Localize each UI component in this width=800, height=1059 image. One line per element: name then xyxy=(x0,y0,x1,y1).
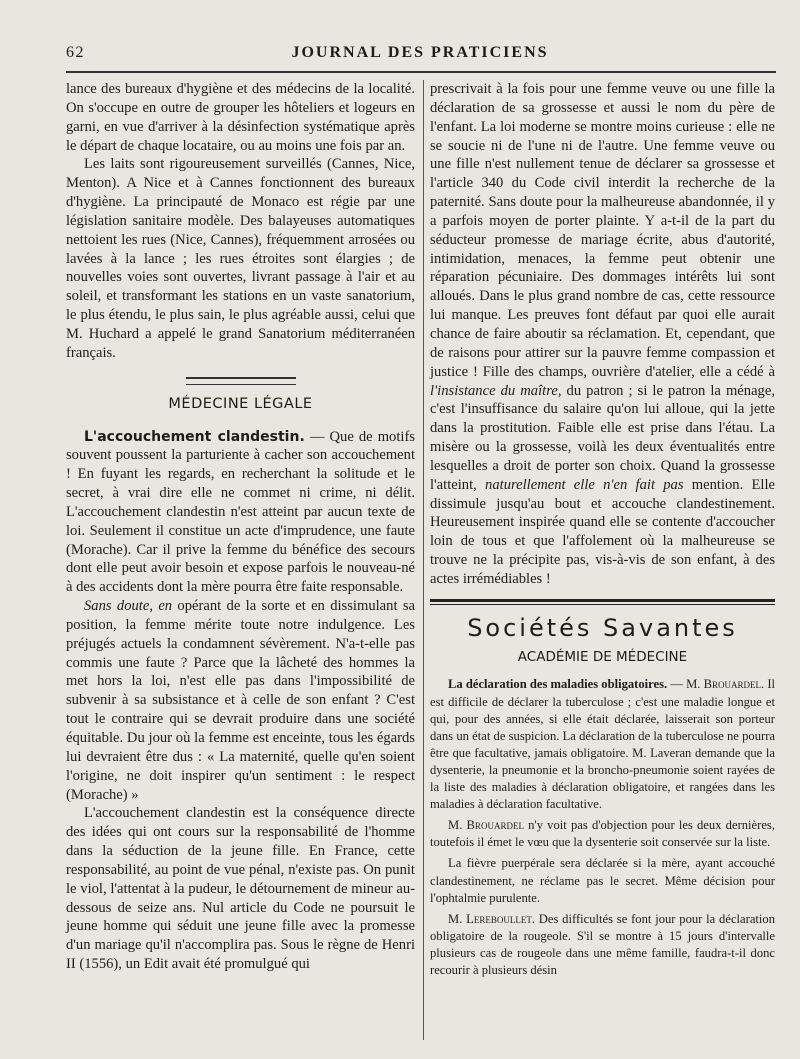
article-lead: L'accouchement clandestin. xyxy=(84,428,305,445)
paragraph: M. Brouardel n'y voit pas d'objection pour les deux dernières, toutefois il émet le vœu que la dysenterie soit conservée sur la liste. xyxy=(430,818,775,850)
paragraph: Sans doute, en opérant de la sorte et en dissimulant sa position, la femme mérite toute notre indulgence. Les préjugés actuels la condamnent sévèrement. N'a-t-elle pas commis une faute ? Parce que la lâcheté des hommes la met hors la loi, n'est elle pas dans l'impossibilité de subvenir à sa subsistance et à celle de son enfant ? C'est tout le contraire qui se devrait produire dans une société équitable. Du jour où la femme est enceinte, tous les égards lui devraient être dus : « La maternité, quelle qu'en soient l'origine, ne doit inspirer qu'un sentiment : le respect (Morache) » xyxy=(66,598,415,803)
paragraph: prescrivait à la fois pour une femme veuve ou une fille la déclaration de sa grossesse et aussi le nom du père de l'enfant. La loi moderne se montre moins curieuse : elle ne se soucie ni de l'une ni de l'autre. Une femme veuve ou une fille n'est nullement tenue de déclarer sa grossesse et l'article 340 du Code civil interdit la recherche de la paternité. Sans doute pour la malheureuse abandonnée, il y a parfois moyen de porter plainte. Y a-t-il de la part du séducteur promesse de mariage écrite, abus d'autorité, intimidation, menaces, la femme peut obtenir une réparation pécuniaire. Des dommages intérêts lui sont alloués. Dans le plus grand nombre de cas, cette ressource lui manque. Les preuves font défaut par quoi elle aurait chance de faire aboutir sa réclamation. Et, cependant, que de raisons pour attirer sur la pauvre femme compassion et justice ! Fille des champs, ouvrière d'atelier, elle a cédé à l'insistance du maître, du patron ; si le patron la ménage, c'est l'insuffisance du salaire qu'on lui alloue, qui la jette dans la prostitution. Faible elle est prise dans l'étau. La misère ou la grossesse, voilà les deux éventualités entre lesquelles a droit de porter son choix. Quand la grossesse l'atteint, naturellement elle n'en fait pas mention. Elle dissimule jusqu'au bout et accouche clandestinement. Heureusement inspirée quand elle se contente d'accoucher loin de tous et que l'affolement où la malheureuse se trouve ne la précipite pas, vis-à-vis de son enfant, à des actes irrémédiables ! xyxy=(430,81,775,587)
paragraph: M. Lereboullet. Des difficultés se font jour pour la déclaration obligatoire de la rougeole. S'il se montre à 15 jours d'intervalle plusieurs cas de rougeole dans une même famille, faudra-t-il donc recourir à plusieurs désin xyxy=(430,911,776,977)
paragraph: La fièvre puerpérale sera déclarée si la mère, ayant accouché clandestinement, ne réclame pas le secret. Même décision pour l'ophtalmie purulente. xyxy=(430,856,775,905)
page-number: 62 xyxy=(66,44,85,61)
section-title: MÉDECINE LÉGALE xyxy=(168,395,313,412)
right-column xyxy=(430,80,775,983)
journal-title: JOURNAL DES PRATICIENS xyxy=(291,44,549,61)
academie-report xyxy=(430,676,775,979)
header-rule xyxy=(66,71,776,73)
societes-title: Sociétés Savantes xyxy=(467,613,738,642)
paragraph: Les laits sont rigoureusement surveillés (Cannes, Nice, Menton). A Nice et à Cannes fonctionnent des bureaux d'hygiène. La principauté de Monaco est régie par une législation sanitaire modèle. Des balayeuses automatiques nettoient les rues (Nice, Cannes), fréquemment arrosées ou lavées à la lance ; les rues étroites sont élargies ; de nouvelles voies sont ouvertes, livrant passage à l'air et au soleil, et transformant les stations en un vaste sanatorium, le plus étendu, le plus sain, le plus agréable aussi, celui que M. Huchard a appelé le grand Sanatorium méditerranéen français. xyxy=(66,156,415,361)
section-separator xyxy=(66,377,415,385)
academie-title: ACADÉMIE DE MÉDECINE xyxy=(517,648,688,665)
left-column xyxy=(66,80,415,974)
page-header xyxy=(66,44,774,66)
section-rule xyxy=(430,599,775,605)
column-divider xyxy=(423,80,424,1040)
paragraph: La déclaration des maladies obligatoires. — M. Brouardel. Il est difficile de déclarer la tuberculose ; c'est une maladie longue et qui, pour des années, si elle était déclarée, laisserait son porteur dans un état de suspicion. La déclaration de la tuberculose ne pourra être que facultative, jamais obligatoire. M. Laveran demande que la dysenterie, la pneumonie et la broncho-pneumonie soient rayées de la liste des maladies à déclaration obligatoire, et rangées dans les maladies à déclaration facultative. xyxy=(430,677,776,812)
paragraph: lance des bureaux d'hygiène et des médecins de la localité. On s'occupe en outre de grouper les hôteliers et logeurs en garni, en vue d'arriver à la désinfection systématique après le départ de chaque locataire, ou au moins une fois par an. xyxy=(66,81,415,154)
article-paragraph: L'accouchement clandestin. — Que de motifs souvent poussent la parturiente à cacher son accouchement ! En fuyant les regards, en recherchant la solitude et le secret, à vrai dire elle ne commet ni crime, ni délit. L'accouchement clandestin n'est atteint par aucun texte de loi. Seulement il constitue un acte d'imprudence, une faute (Morache). Car il prive la femme du bénéfice des secours dont elle peut avoir besoin et expose parfois le nouveau-né à des accidents dont la mère pourra être faite responsable. xyxy=(66,428,415,596)
paragraph: L'accouchement clandestin est la conséquence directe des idées qui ont cours sur la responsabilité de l'homme dans la séduction de la jeune fille. En France, cette responsabilité, au point de vue pénal, n'existe pas. On punit le viol, l'attentat à la pudeur, le détournement de mineur au-dessous de seize ans. Nul article du Code ne poursuit le jeune homme qui séduit une jeune fille avec la promesse d'un mariage qu'il n'accomplira pas. Sous le règne de Henri II (1556), un Edit avait été promulgué qui xyxy=(66,805,415,973)
